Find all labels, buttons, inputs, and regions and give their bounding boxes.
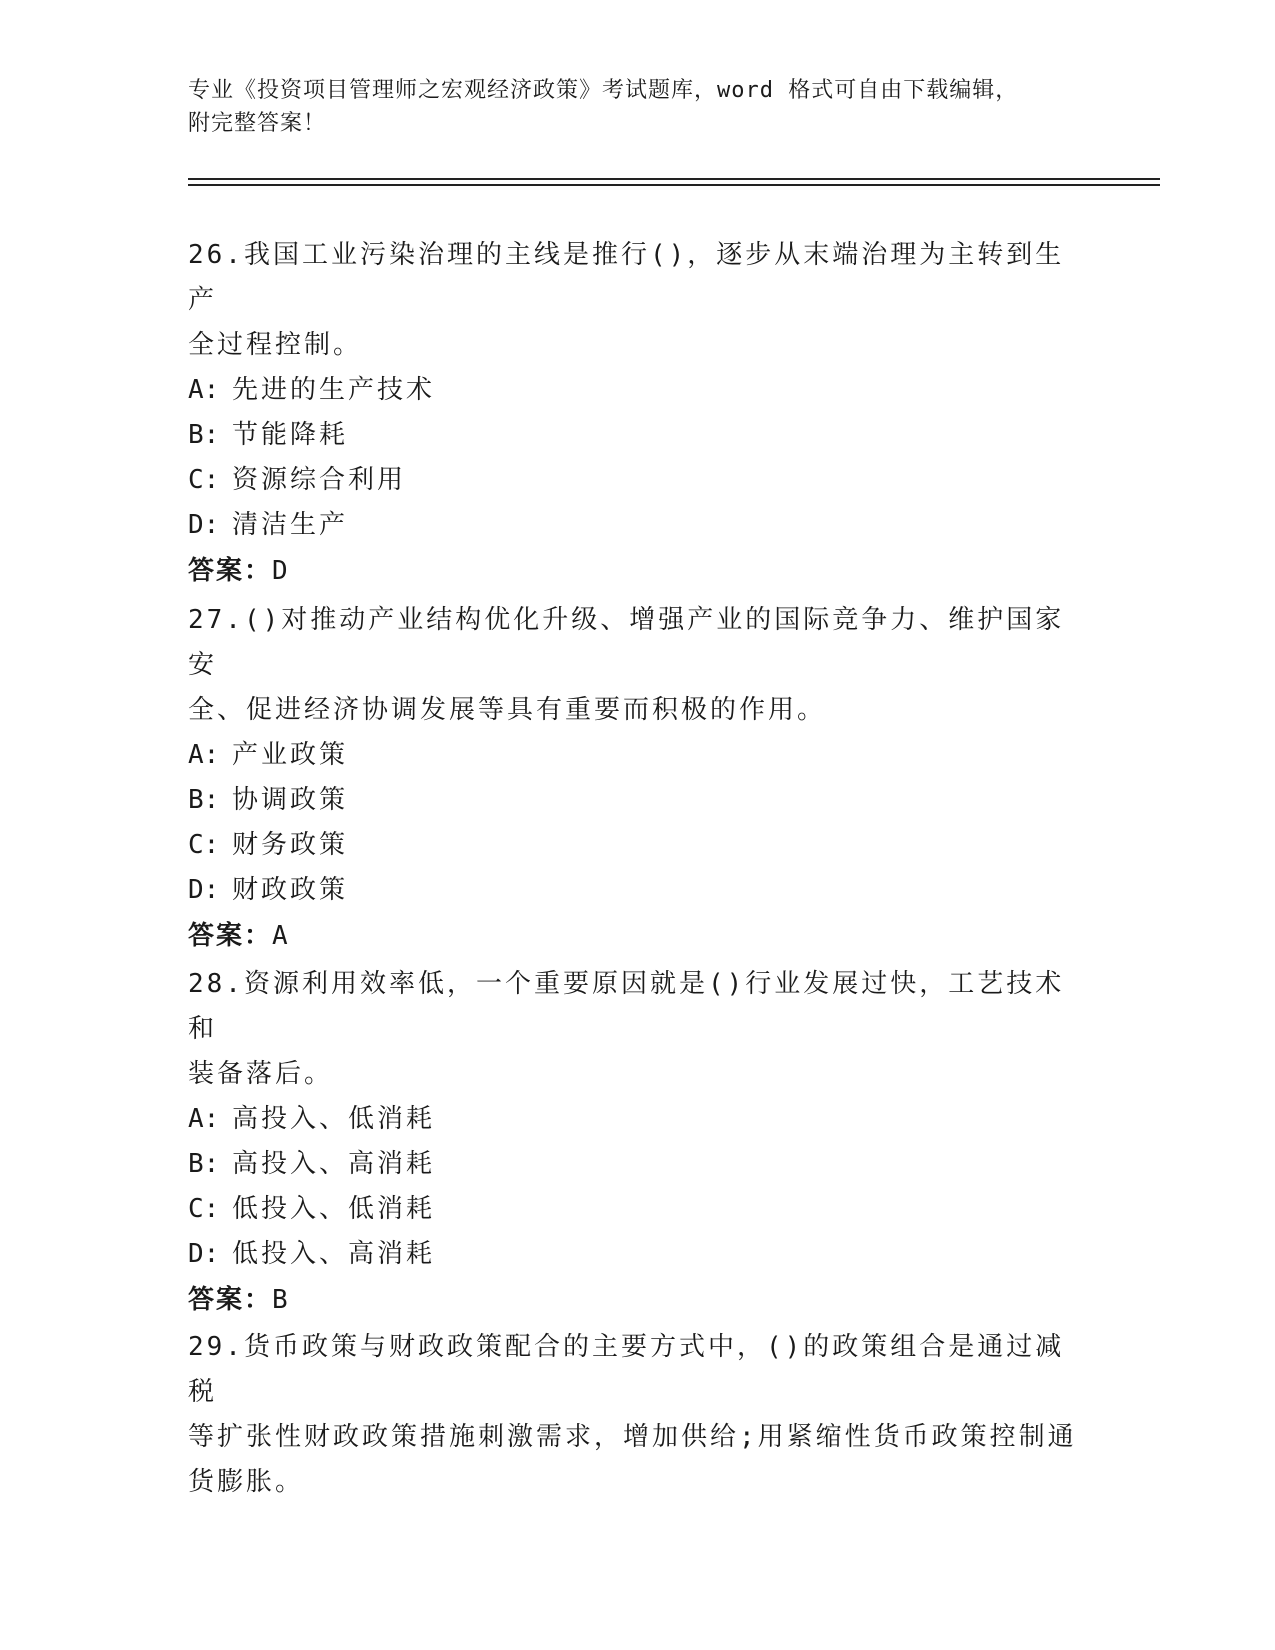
option-text: 清洁生产 <box>232 510 349 540</box>
option-d <box>188 503 1088 548</box>
question-29 <box>188 1325 1088 1505</box>
option-text: 产业政策 <box>232 740 349 770</box>
question-stem-line-1: 28.资源利用效率低，一个重要原因就是()行业发展过快，工艺技术和 <box>188 969 1065 1044</box>
option-a <box>188 733 1088 778</box>
option-letter: C: <box>188 465 220 495</box>
header-line-2: 附完整答案！ <box>188 111 327 136</box>
option-text: 高投入、低消耗 <box>232 1104 436 1134</box>
answer-label: 答案： <box>188 556 273 586</box>
question-stem-line-1: 27.()对推动产业结构优化升级、增强产业的国际竞争力、维护国家安 <box>188 605 1065 680</box>
option-c <box>188 1187 1088 1232</box>
option-text: 低投入、高消耗 <box>232 1239 436 1269</box>
option-letter: D: <box>188 1239 220 1269</box>
option-d <box>188 868 1088 913</box>
answer-label: 答案： <box>188 921 273 951</box>
question-stem-line-2: 全、促进经济协调发展等具有重要而积极的作用。 <box>188 695 827 725</box>
option-a <box>188 368 1088 413</box>
option-letter: C: <box>188 1194 220 1224</box>
option-c <box>188 458 1088 503</box>
option-text: 低投入、低消耗 <box>232 1194 436 1224</box>
answer <box>188 548 1088 594</box>
question-stem-line-1: 29.货币政策与财政政策配合的主要方式中，()的政策组合是通过减税 <box>188 1332 1065 1407</box>
option-text: 先进的生产技术 <box>232 375 436 405</box>
option-letter: D: <box>188 875 220 905</box>
question-stem-line-1: 26.我国工业污染治理的主线是推行()，逐步从末端治理为主转到生产 <box>188 240 1065 315</box>
question-stem-line-2: 全过程控制。 <box>188 330 363 360</box>
question-stem-line-2: 等扩张性财政政策措施刺激需求，增加供给;用紧缩性货币政策控制通 <box>188 1422 1077 1452</box>
question-28 <box>188 962 1088 1323</box>
question-stem-line-3: 货膨胀。 <box>188 1467 305 1497</box>
question-stem-line-2: 装备落后。 <box>188 1059 334 1089</box>
answer-value: A <box>272 921 290 951</box>
option-text: 高投入、高消耗 <box>232 1149 436 1179</box>
option-letter: A: <box>188 1104 220 1134</box>
option-d <box>188 1232 1088 1277</box>
option-letter: B: <box>188 1149 220 1179</box>
answer <box>188 1277 1088 1323</box>
option-text: 节能降耗 <box>232 420 349 450</box>
option-text: 协调政策 <box>232 785 349 815</box>
option-letter: B: <box>188 785 220 815</box>
header-line-1: 专业《投资项目管理师之宏观经济政策》考试题库，word 格式可自由下载编辑， <box>188 78 1019 103</box>
header-divider-top <box>188 178 1160 180</box>
answer-value: B <box>272 1285 290 1315</box>
option-letter: D: <box>188 510 220 540</box>
option-text: 财政政策 <box>232 875 349 905</box>
answer-value: D <box>272 556 290 586</box>
question-27 <box>188 598 1088 959</box>
option-b <box>188 1142 1088 1187</box>
option-letter: A: <box>188 375 220 405</box>
option-text: 财务政策 <box>232 830 349 860</box>
option-a <box>188 1097 1088 1142</box>
option-text: 资源综合利用 <box>232 465 407 495</box>
question-26 <box>188 233 1088 594</box>
option-letter: C: <box>188 830 220 860</box>
option-b <box>188 413 1088 458</box>
option-c <box>188 823 1088 868</box>
option-letter: B: <box>188 420 220 450</box>
answer <box>188 913 1088 959</box>
option-b <box>188 778 1088 823</box>
document-header <box>188 74 1068 140</box>
answer-label: 答案： <box>188 1285 273 1315</box>
option-letter: A: <box>188 740 220 770</box>
header-divider-bottom <box>188 184 1160 186</box>
